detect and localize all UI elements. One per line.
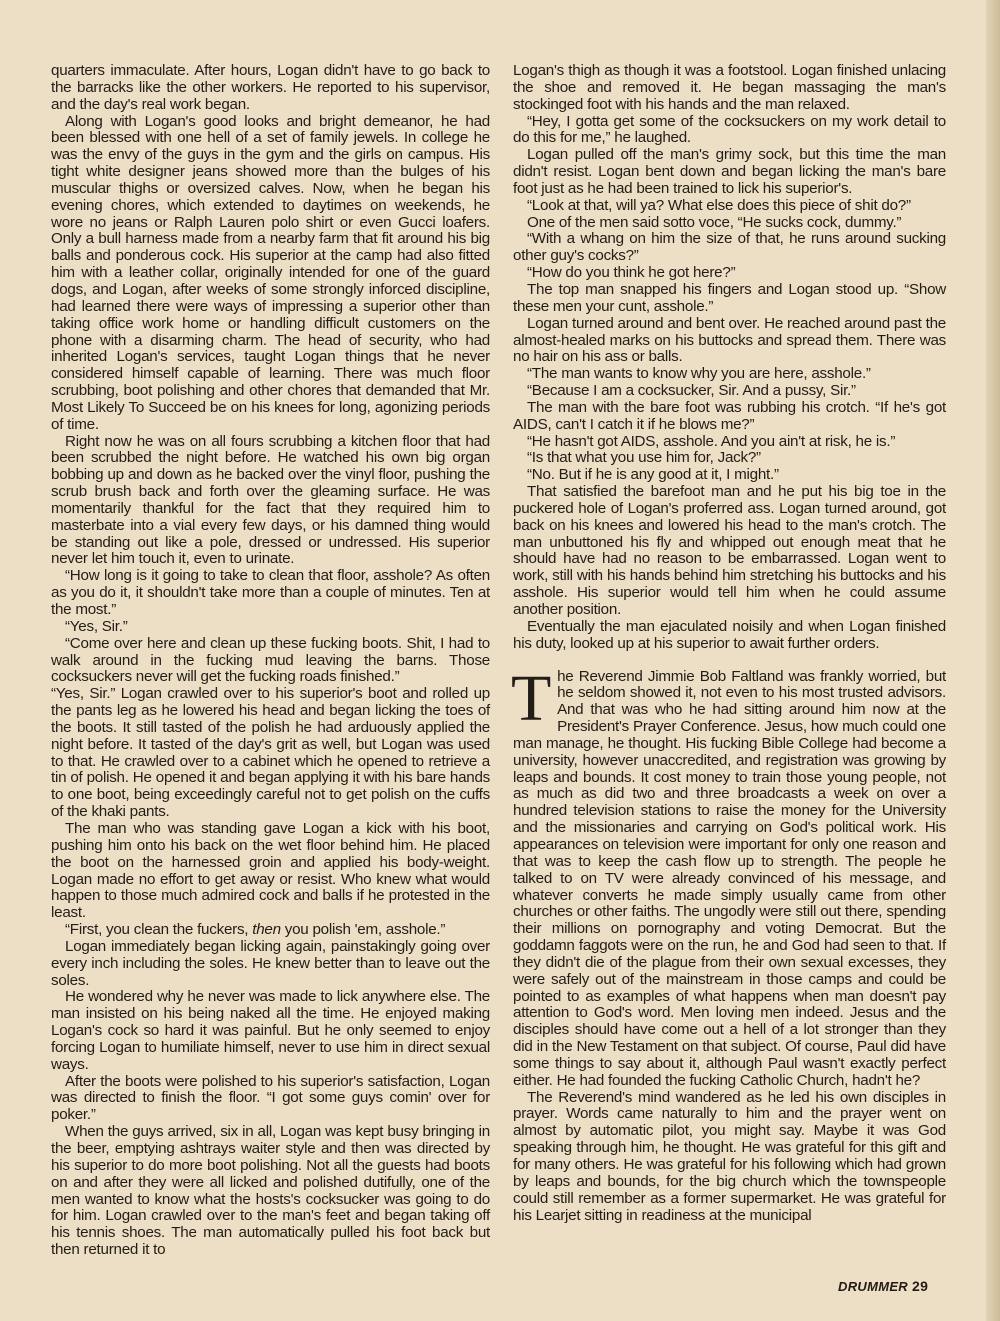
paragraph: quarters immaculate. After hours, Logan didn't have to go back to the barracks like the other workers. He reported to his supervisor, and the day's real work began. bbox=[51, 62, 490, 113]
paragraph: Along with Logan's good looks and bright demeanor, he had been blessed with one hell of a set of family jewels. In college he was the envy of the guys in the gym and the girls on campus. His tight white designer jeans showed more than the bulges of his muscular thighs or oversized calves. Now, when he began his evening chores, which extended to daytimes on weekends, he wore no jeans or Ralph Lauren polo shirt or even Gucci loafers. Only a bull harness made from a nearby farm that fit around his big balls and ponderous cock. His superior at the camp had also fitted him with a leather collar, originally intended for one of the guard dogs, and Logan, after weeks of some strongly inforced discipline, had learned there were ways of impressing a superior other than taking office work home or handling difficult customers on the phone with a disarming charm. The head of security, who had inherited Logan's services, taught Logan things that he never considered himself capable of learning. There was much floor scrubbing, boot polishing and other chores that demanded that Mr. Most Likely To Succeed be on his knees for long, agonizing periods of time. bbox=[51, 112, 490, 433]
magazine-name: DRUMMER bbox=[838, 1279, 908, 1294]
paragraph: “Yes, Sir.” Logan crawled over to his superior's boot and rolled up the pants leg as he lowered his head and began licking the toes of the boots. It still tasted of the polish he had arduously applied the night before. It tasted of the day's grit as well, but Logan was used to that. He crawled over to a cabinet which he opened to retrieve a tin of polish. He opened it and began applying it with his bare hands to one boot, being exceedingly careful not to get polish on the cuffs of the khaki pants. bbox=[51, 685, 490, 821]
paragraph: “He hasn't got AIDS, asshole. And you ain't at risk, he is.” bbox=[527, 432, 896, 450]
paragraph: “First, you clean the fuckers, then you polish 'em, asshole.” bbox=[65, 921, 446, 939]
paragraph: “Hey, I gotta get some of the cocksuckers on my work detail to do this for me,” he laughed. bbox=[513, 112, 946, 147]
section-two-first-paragraph bbox=[511, 661, 946, 1090]
paragraph: “Look at that, will ya? What else does this piece of shit do?” bbox=[527, 196, 911, 214]
paragraph: The man with the bare foot was rubbing his crotch. “If he's got AIDS, can't I catch it if he blows me?” bbox=[513, 398, 946, 433]
paragraph: The man who was standing gave Logan a kick with his boot, pushing him onto his back on the wet floor behind him. He placed the boot on the harnessed groin and applied his body-weight. Logan made no effort to get away or resist. Who knew what would happen to those much admired cock and balls if he protested in the least. bbox=[51, 819, 490, 922]
paragraph: Logan pulled off the man's grimy sock, but this time the man didn't resist. Logan bent down and began licking the man's bare foot just as he had been trained to lick his superior's. bbox=[513, 146, 946, 197]
page-footer bbox=[838, 1278, 928, 1294]
paragraph-text: he Reverend Jimmie Bob Faltland was frankly worried, but he seldom showed it, not even to his most trusted advisors. And that was who he had sitting around him now at the President's Prayer Conference. Jesus, how much could one man manage, he thought. His fucking Bible College had become a university, however unaccredited, and registration was growing by leaps and bounds. It cost money to train those young people, not as much as did two and three broadcasts a week on over a hundred television stations to raise the money for the University and the missionaries and carrying on God's political work. His appearances on television were important for only one reason and that was to keep the cash flow up to strength. The people he talked to on TV were already convinced of his message, and whatever converts he made simply usually came from other churches or other faiths. The ungodly were still out there, spending their millions on pornography and voting Democrat. But the goddamn faggots were on the run, he and God had seen to that. If they didn't die of the plague from their own sexual excesses, they were safely out of the mainstream in those camps and could be pointed to as examples of what happens when man doesn't pay attention to God's word. Men loving men indeed. Jesus and the disciples should have come out a hell of a lot stronger than they did in the New Testament on that subject. Of course, Paul did have some things to say about it, although Paul wasn't exactly perfect either. He had founded the fucking Catholic Church, hadn't he? bbox=[513, 667, 946, 1089]
paragraph: The top man snapped his fingers and Logan stood up. “Show these men your cunt, asshole.” bbox=[513, 280, 946, 315]
paragraph: “Come over here and clean up these fucking boots. Shit, I had to walk around in the fucking mud leaving the barns. Those cocksuckers never will get the fucking roads finished.” bbox=[51, 634, 490, 686]
left-column bbox=[51, 63, 490, 1259]
paragraph: “No. But if he is any good at it, I might.” bbox=[527, 466, 779, 484]
page-edge-shadow bbox=[986, 0, 1000, 1321]
paragraph: “Is that what you use him for, Jack?” bbox=[527, 449, 761, 467]
paragraph: “How do you think he got here?” bbox=[527, 264, 736, 282]
paragraph: Logan's thigh as though it was a footstool. Logan finished unlacing the shoe and removed it. He began massaging the man's stockinged foot with his hands and the man relaxed. bbox=[513, 62, 946, 113]
section-two-paragraph: The Reverend's mind wandered as he led his own disciples in prayer. Words came naturally to him and the prayer went on almost by automatic pilot, you might say. Maybe it was God speaking through him, he thought. He was grateful for this gift and for many others. He was grateful for his following which had grown by leaps and bounds, for the big church which the townspeople could still remember as a former supermarket. He was grateful for his Learjet sitting in readiness at the municipal bbox=[513, 1088, 946, 1224]
paragraph: That satisfied the barefoot man and he put his big toe in the puckered hole of Logan's proferred ass. Logan turned around, got back on his knees and lowered his head to the man's crotch. The man unbuttoned his fly and whipped out enough meat that he should have had no reason to be embarrassed. Logan went to work, still with his hands behind him stretching his buttocks and his asshole. His superior would tell him when he could assume another position. bbox=[513, 483, 946, 618]
paragraph: Logan immediately began licking again, painstakingly going over every inch including the soles. He knew better than to leave out the soles. bbox=[51, 937, 490, 989]
paragraph: “With a whang on him the size of that, he runs around sucking other guy's cocks?” bbox=[513, 230, 946, 265]
paragraph: Eventually the man ejaculated noisily and when Logan finished his duty, looked up at his superior to await further orders. bbox=[513, 617, 946, 652]
paragraph: “Yes, Sir.” bbox=[65, 617, 128, 635]
story-part-one-continued bbox=[513, 63, 946, 653]
right-column bbox=[513, 63, 946, 1224]
paragraph: He wondered why he never was made to lick anywhere else. The man insisted on his being naked all the time. He enjoyed making Logan's cock so hard it was painful. But he only seemed to enjoy forcing Logan to humiliate himself, never to use him in direct sexual ways. bbox=[51, 988, 490, 1073]
paragraph: “Because I am a cocksucker, Sir. And a pussy, Sir.” bbox=[527, 382, 856, 400]
paragraph: After the boots were polished to his superior's satisfaction, Logan was directed to finish the floor. “I got some guys comin' over for poker.” bbox=[51, 1072, 490, 1124]
paragraph: “How long is it going to take to clean that floor, asshole? As often as you do it, it shouldn't take more than a couple of minutes. Ten at the most.” bbox=[51, 567, 490, 618]
page-number: 29 bbox=[911, 1278, 929, 1294]
paragraph: “The man wants to know why you are here, asshole.” bbox=[527, 365, 871, 383]
paragraph: One of the men said sotto voce, “He sucks cock, dummy.” bbox=[527, 213, 902, 231]
paragraph: Logan turned around and bent over. He reached around past the almost-healed marks on his buttocks and spread them. There was no hair on his ass or balls. bbox=[513, 314, 946, 366]
drop-cap: T bbox=[511, 661, 552, 735]
paragraph: Right now he was on all fours scrubbing a kitchen floor that had been scrubbed the night before. He watched his own big organ bobbing up and down as he backed over the vinyl floor, pushing the scrub brush back and forth over the gleaming surface. He was momentarily thankful for the fact that they required him to masterbate into a vial every few days, or his damned thing would be standing out like a pole, dressed or undressed. His superior never let him touch it, even to urinate. bbox=[51, 432, 490, 568]
paragraph: When the guys arrived, six in all, Logan was kept busy bringing in the beer, emptying ashtrays waiter style and then was directed by his superior to do more boot polishing. Not all the guests had boots on and after they were all licked and polished dutifully, one of the men wanted to know what the hosts's cocksucker was going to do for him. Logan crawled over to the man's feet and began taking off his tennis shoes. The man automatically pulled his foot back but then returned it to bbox=[51, 1123, 490, 1259]
